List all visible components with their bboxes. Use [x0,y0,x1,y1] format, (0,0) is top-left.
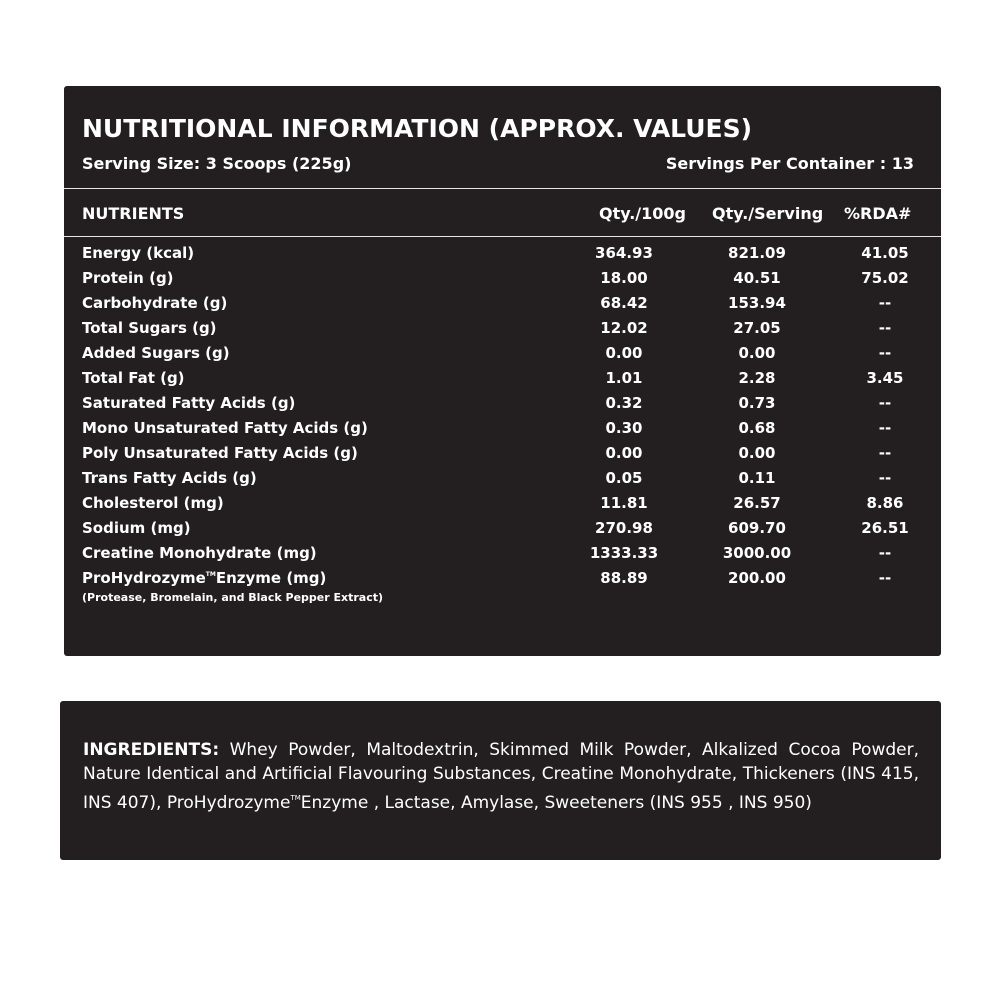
qty-per-serving: 0.68 [738,419,776,437]
nutrient-name: Trans Fatty Acids (g) [82,469,257,487]
qty-per-serving: 2.28 [738,369,776,387]
table-row [64,517,941,542]
qty-per-100g: 270.98 [595,519,653,537]
nutrient-name: Added Sugars (g) [82,344,230,362]
qty-per-100g: 1.01 [605,369,643,387]
nutrient-name: Poly Unsaturated Fatty Acids (g) [82,444,358,462]
table-row [64,317,941,342]
nutrient-name: Saturated Fatty Acids (g) [82,394,296,412]
qty-per-serving: 0.00 [738,444,776,462]
nutrient-name: Energy (kcal) [82,244,195,262]
rda-value: -- [878,319,892,337]
rda-value: 75.02 [861,269,909,287]
nutrition-title: NUTRITIONAL INFORMATION (APPROX. VALUES) [82,114,753,143]
rda-value: -- [878,469,892,487]
rda-value: -- [878,394,892,412]
qty-per-100g: 0.00 [605,344,643,362]
table-row [64,367,941,392]
qty-per-serving: 609.70 [728,519,786,537]
qty-per-100g: 0.00 [605,444,643,462]
qty-per-100g: 68.42 [600,294,648,312]
table-row [64,492,941,517]
rda-value: 26.51 [861,519,909,537]
ingredients-text [83,738,919,815]
qty-per-100g: 11.81 [600,494,648,512]
enzyme-name-part1: ProHydrozyme [82,569,206,587]
ingredients-list-part1: Whey Powder, Maltodextrin, Skimmed Milk Powder, Alkalized Cocoa Powder, Nature Identical and Artificial Flavouring Substances, Creatine Monohydrate, Thickeners (INS 415, INS 407), ProHydrozyme [83,740,919,813]
enzyme-note: (Protease, Bromelain, and Black Pepper Extract) [82,591,384,604]
nutrient-name: Creatine Monohydrate (mg) [82,544,317,562]
ingredients-label: INGREDIENTS: [83,740,220,760]
qty-per-serving: 40.51 [733,269,781,287]
qty-per-serving: 153.94 [728,294,786,312]
nutrient-name: Total Fat (g) [82,369,185,387]
qty-per-serving: 26.57 [733,494,781,512]
table-row [64,392,941,417]
nutrient-name: Mono Unsaturated Fatty Acids (g) [82,419,368,437]
rda-value: -- [878,544,892,562]
rda-value: -- [878,294,892,312]
qty-per-100g: 0.05 [605,469,643,487]
table-row [64,292,941,317]
table-header [64,189,941,236]
ingredients-list-part2: Enzyme , Lactase, Amylase, Sweeteners (INS 955 , INS 950) [300,793,812,813]
header-nutrients: NUTRIENTS [82,204,185,223]
nutrient-name: Carbohydrate (g) [82,294,228,312]
ingredients-panel [60,701,941,860]
table-row-enzyme [64,567,941,592]
qty-per-100g: 88.89 [600,569,648,587]
qty-per-100g: 12.02 [600,319,648,337]
rda-value: -- [878,419,892,437]
enzyme-name-part2: Enzyme (mg) [215,569,327,587]
qty-per-serving: 27.05 [733,319,781,337]
nutrient-name: Cholesterol (mg) [82,494,224,512]
qty-per-serving: 200.00 [728,569,786,587]
qty-per-100g: 18.00 [600,269,648,287]
table-row [64,542,941,567]
qty-per-serving: 0.73 [738,394,776,412]
serving-size: Serving Size: 3 Scoops (225g) [82,154,352,173]
nutrient-name: Sodium (mg) [82,519,191,537]
qty-per-serving: 0.00 [738,344,776,362]
header-qty-per-serving: Qty./Serving [712,204,824,223]
table-row [64,417,941,442]
servings-per-container: Servings Per Container : 13 [665,154,914,173]
table-row [64,267,941,292]
qty-per-serving: 821.09 [728,244,786,262]
rda-value: -- [878,444,892,462]
header-rda: %RDA# [844,204,912,223]
table-row [64,242,941,267]
nutrient-rows [64,242,941,592]
qty-per-100g: 1333.33 [589,544,659,562]
rda-value: -- [878,569,892,587]
trademark-mark: TM [205,571,216,578]
rda-value: 8.86 [866,494,904,512]
header-qty-per-100g: Qty./100g [599,204,686,223]
nutrition-panel [64,86,941,656]
rda-value: -- [878,344,892,362]
table-row [64,442,941,467]
nutrient-name: Protein (g) [82,269,174,287]
rda-value: 3.45 [866,369,904,387]
table-row [64,342,941,367]
nutrient-name: Total Sugars (g) [82,319,217,337]
table-row [64,467,941,492]
qty-per-100g: 0.30 [605,419,643,437]
nutrient-name [82,569,326,587]
qty-per-serving: 0.11 [738,469,776,487]
trademark-mark: TM [290,794,301,802]
header-bottom-rule [64,236,941,237]
rda-value: 41.05 [861,244,909,262]
qty-per-100g: 364.93 [595,244,653,262]
qty-per-serving: 3000.00 [722,544,792,562]
qty-per-100g: 0.32 [605,394,643,412]
